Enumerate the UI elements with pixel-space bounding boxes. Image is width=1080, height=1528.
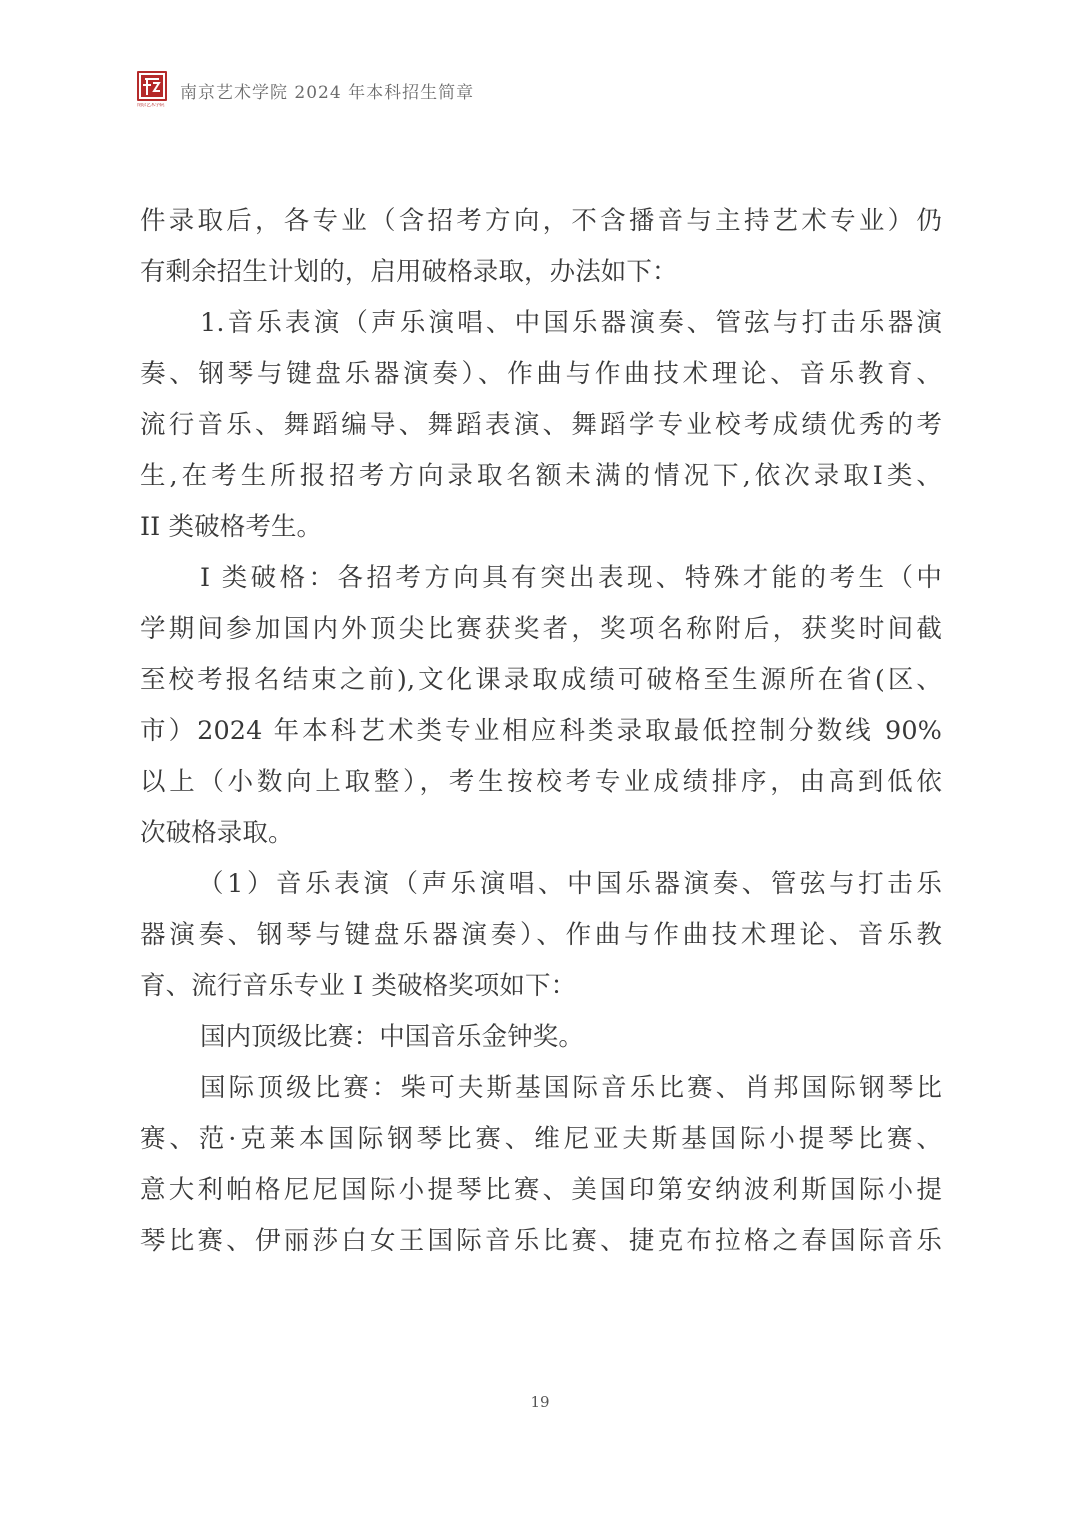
text-line: 有剩余招生计划的，启用破格录取，办法如下：: [140, 257, 678, 287]
document-header-title: 南京艺术学院 2024 年本科招生简章: [180, 83, 475, 103]
text-line: 国内顶级比赛：中国音乐金钟奖。: [200, 1022, 585, 1052]
logo-caption: 南京艺术学院: [137, 103, 165, 108]
text-line: 1.音乐表演（声乐演唱、中国乐器演奏、管弦与打击乐器演: [200, 308, 942, 338]
text-line: II 类破格考生。: [140, 512, 323, 542]
text-line: 市）2024 年本科艺术类专业相应科类录取最低控制分数线 90%: [140, 716, 942, 746]
text-line: 至校考报名结束之前),文化课录取成绩可破格至生源所在省(区、: [140, 665, 942, 695]
text-line: 奏、钢琴与键盘乐器演奏）、作曲与作曲技术理论、音乐教育、: [140, 359, 942, 389]
text-line: （1）音乐表演（声乐演唱、中国乐器演奏、管弦与打击乐: [198, 869, 942, 899]
text-line: 琴比赛、伊丽莎白女王国际音乐比赛、捷克布拉格之春国际音乐: [140, 1226, 942, 1256]
logo-seal: [137, 71, 167, 101]
text-line: 国际顶级比赛：柴可夫斯基国际音乐比赛、肖邦国际钢琴比: [200, 1073, 942, 1103]
text-line: 流行音乐、舞蹈编导、舞蹈表演、舞蹈学专业校考成绩优秀的考: [140, 410, 942, 440]
text-line: 赛、范·克莱本国际钢琴比赛、维尼亚夫斯基国际小提琴比赛、: [140, 1124, 942, 1154]
seal-logo-icon: [137, 71, 170, 111]
page-number: 19: [530, 1393, 550, 1411]
text-line: 器演奏、钢琴与键盘乐器演奏）、作曲与作曲技术理论、音乐教: [140, 920, 942, 950]
text-line: 学期间参加国内外顶尖比赛获奖者，奖项名称附后，获奖时间截: [140, 614, 942, 644]
text-line: 意大利帕格尼尼国际小提琴比赛、美国印第安纳波利斯国际小提: [140, 1175, 942, 1205]
text-line: 次破格录取。: [140, 818, 294, 848]
text-line: 生,在考生所报招考方向录取名额未满的情况下,依次录取I类、: [140, 461, 942, 491]
text-line: 以上（小数向上取整），考生按校考专业成绩排序，由高到低依: [140, 767, 942, 797]
text-line: 件录取后，各专业（含招考方向，不含播音与主持艺术专业）仍: [140, 206, 942, 236]
document-body: [140, 196, 942, 1267]
text-line: 育、流行音乐专业 I 类破格奖项如下：: [140, 971, 577, 1001]
document-header: [137, 71, 474, 111]
text-line: I 类破格：各招考方向具有突出表现、特殊才能的考生（中: [200, 563, 942, 593]
seal-glyph-icon: [137, 71, 167, 101]
